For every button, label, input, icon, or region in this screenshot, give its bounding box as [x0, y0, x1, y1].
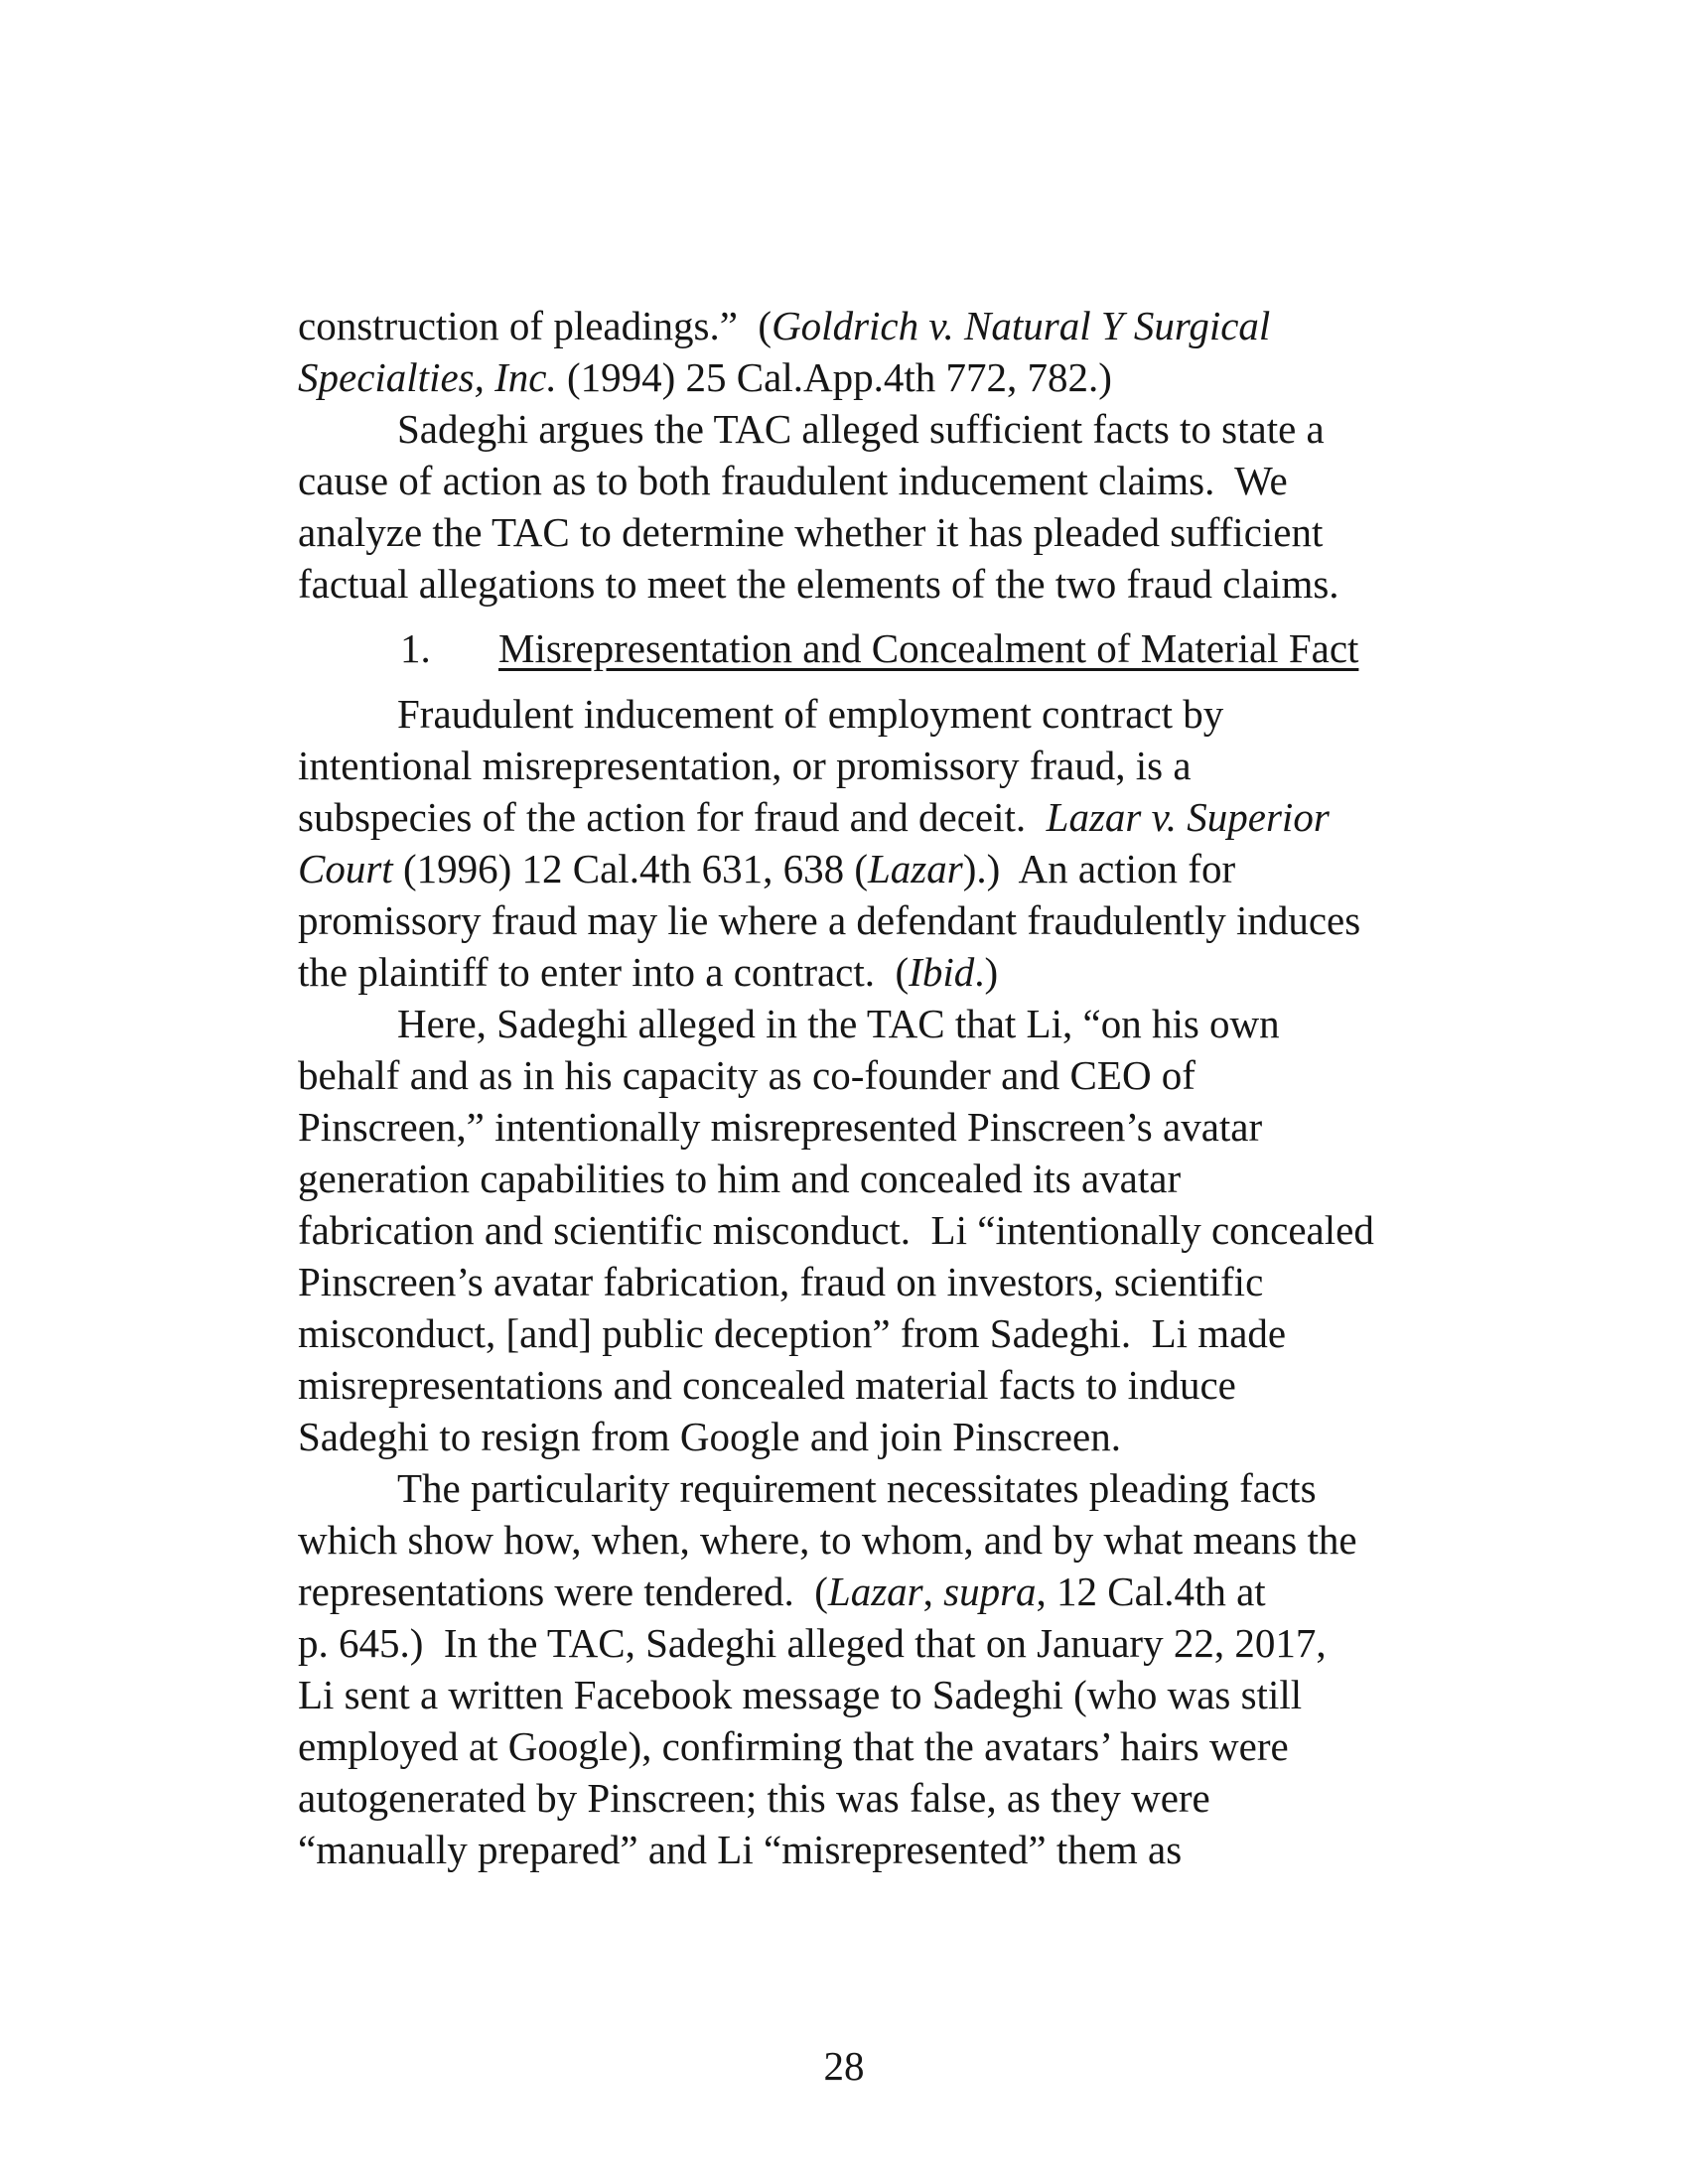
- text-run: misrepresentations and concealed material facts to induce: [298, 1362, 1236, 1408]
- text-line: [298, 791, 1374, 843]
- text-line: [298, 1411, 1374, 1462]
- text-line: [298, 1462, 1374, 1514]
- text-run: Fraudulent inducement of employment contract by: [397, 691, 1224, 737]
- text-run: promissory fraud may lie where a defendant fraudulently induces: [298, 897, 1361, 943]
- section-heading: [298, 622, 1374, 674]
- text-line: [298, 455, 1374, 506]
- text-run: (1994) 25 Cal.App.4th 772, 782.): [556, 354, 1112, 400]
- text-run: construction of pleadings.” (: [298, 303, 773, 348]
- text-line: [298, 1824, 1374, 1875]
- text-run: behalf and as in his capacity as co-founder and CEO of: [298, 1052, 1196, 1098]
- text-line: [298, 688, 1374, 740]
- text-line: [298, 1359, 1374, 1411]
- text-run: misconduct, [and] public deception” from Sadeghi. Li made: [298, 1310, 1287, 1356]
- text-run: Li sent a written Facebook message to Sadeghi (who was still: [298, 1672, 1303, 1717]
- text-run: analyze the TAC to determine whether it has pleaded sufficient: [298, 509, 1324, 555]
- text-run: fabrication and scientific misconduct. Li “intentionally concealed: [298, 1207, 1374, 1253]
- text-line: [298, 351, 1374, 403]
- text-line: [298, 740, 1374, 791]
- text-run: (1996) 12 Cal.4th 631, 638 (: [392, 846, 868, 891]
- italic-text-run: supra: [943, 1569, 1037, 1614]
- text-line: [298, 506, 1374, 558]
- text-line: [298, 1566, 1374, 1617]
- text-line: [298, 300, 1374, 351]
- text-run: which show how, when, where, to whom, and by what means the: [298, 1517, 1357, 1563]
- text-run: factual allegations to meet the elements of the two fraud claims.: [298, 561, 1339, 607]
- text-line: [298, 998, 1374, 1049]
- text-line: [298, 1049, 1374, 1101]
- italic-text-run: Ibid: [909, 949, 975, 995]
- text-run: Sadeghi argues the TAC alleged sufficient facts to state a: [397, 406, 1325, 452]
- text-run: “manually prepared” and Li “misrepresented” them as: [298, 1827, 1183, 1872]
- text-line: [298, 946, 1374, 998]
- text-run: autogenerated by Pinscreen; this was false, as they were: [298, 1775, 1210, 1821]
- text-run: representations were tendered. (: [298, 1569, 828, 1614]
- italic-text-run: Court: [298, 846, 393, 891]
- document-text: [298, 300, 1374, 1875]
- text-line: [298, 1669, 1374, 1720]
- heading-number: 1.: [400, 625, 431, 671]
- text-line: [298, 1307, 1374, 1359]
- text-line: [298, 558, 1374, 610]
- text-run: cause of action as to both fraudulent inducement claims. We: [298, 458, 1288, 503]
- heading-text: Misrepresentation and Concealment of Material Fact: [498, 625, 1359, 671]
- text-line: [298, 843, 1374, 894]
- text-run: employed at Google), confirming that the avatars’ hairs were: [298, 1723, 1289, 1769]
- text-run: The particularity requirement necessitates pleading facts: [397, 1465, 1317, 1511]
- text-run: Pinscreen,” intentionally misrepresented Pinscreen’s avatar: [298, 1104, 1263, 1150]
- text-run: intentional misrepresentation, or promissory fraud, is a: [298, 743, 1192, 788]
- text-run: .): [974, 949, 999, 995]
- text-line: [298, 1204, 1374, 1256]
- italic-text-run: Lazar: [868, 846, 963, 891]
- italic-text-run: Specialties, Inc.: [298, 354, 557, 400]
- text-run: Pinscreen’s avatar fabrication, fraud on investors, scientific: [298, 1259, 1264, 1304]
- italic-text-run: Lazar v. Superior: [1046, 794, 1330, 840]
- text-line: [298, 1153, 1374, 1204]
- text-run: the plaintiff to enter into a contract. (: [298, 949, 910, 995]
- text-line: [298, 1514, 1374, 1566]
- text-run: p. 645.) In the TAC, Sadeghi alleged that on January 22, 2017,: [298, 1620, 1327, 1666]
- text-run: ,: [922, 1569, 944, 1614]
- italic-text-run: Lazar: [827, 1569, 923, 1614]
- text-line: [298, 1772, 1374, 1824]
- text-run: Sadeghi to resign from Google and join Pinscreen.: [298, 1414, 1121, 1459]
- text-line: [298, 894, 1374, 946]
- text-line: [298, 1101, 1374, 1153]
- text-run: generation capabilities to him and concealed its avatar: [298, 1156, 1182, 1201]
- text-line: [298, 1720, 1374, 1772]
- text-run: , 12 Cal.4th at: [1036, 1569, 1266, 1614]
- text-run: Here, Sadeghi alleged in the TAC that Li, “on his own: [397, 1001, 1280, 1046]
- text-line: [298, 403, 1374, 455]
- text-line: [298, 1256, 1374, 1307]
- text-run: subspecies of the action for fraud and deceit.: [298, 794, 1047, 840]
- italic-text-run: Goldrich v. Natural Y Surgical: [772, 303, 1271, 348]
- page-number: 28: [823, 2043, 865, 2089]
- text-run: ).) An action for: [962, 846, 1236, 891]
- text-line: [298, 1617, 1374, 1669]
